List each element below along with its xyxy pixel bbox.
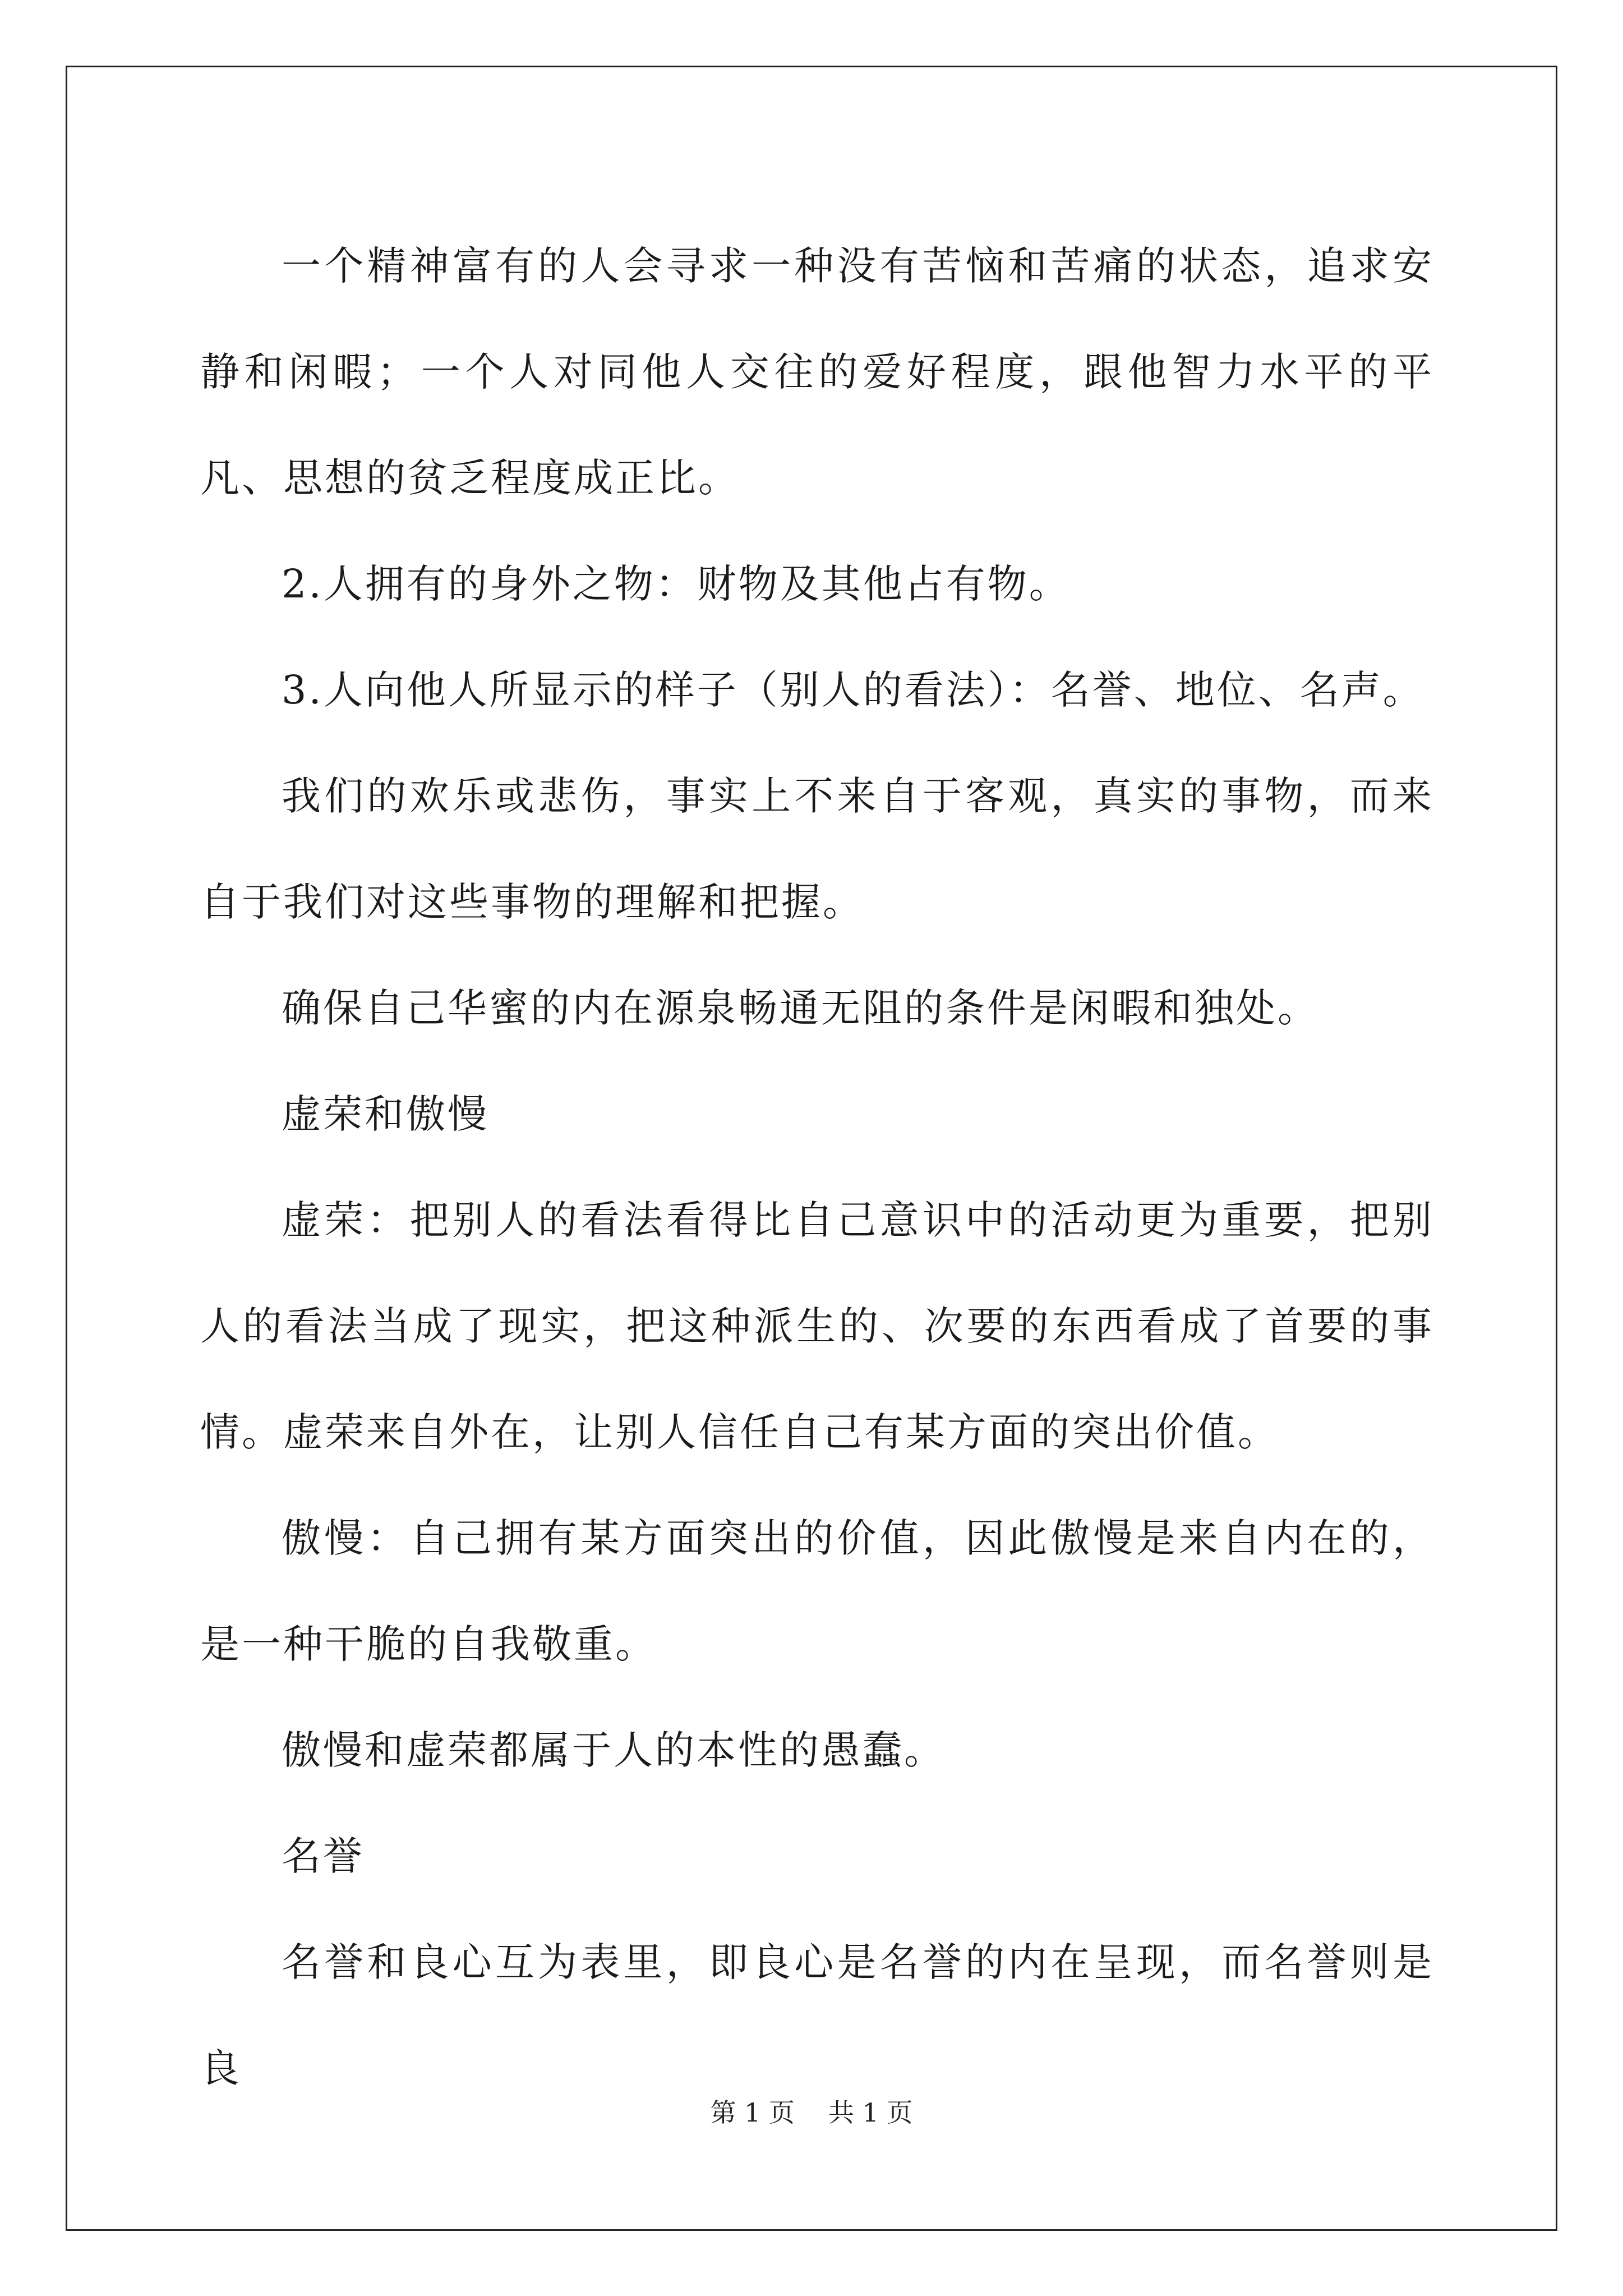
page-total: 共 1 页 (828, 2097, 913, 2128)
paragraph: 傲慢和虚荣都属于人的本性的愚蠢。 (282, 1727, 946, 1773)
paragraph: 一个精神富有的人会寻求一种没有苦恼和苦痛的状态，追求安静和闲暇；一个人对同他人交往的爱好程度，跟他智力水平的平凡、思想的贫乏程度成正比。 (200, 243, 1434, 501)
section-heading: 虚荣和傲慢 (282, 1091, 489, 1137)
section-heading: 名誉 (282, 1833, 365, 1879)
paragraph: 傲慢：自己拥有某方面突出的价值，因此傲慢是来自内在的，是一种干脆的自我敬重。 (200, 1515, 1434, 1667)
paragraph: 我们的欢乐或悲伤，事实上不来自于客观，真实的事物，而来自于我们对这些事物的理解和把握。 (200, 773, 1434, 925)
paragraph: 3.人向他人所显示的样子（别人的看法）：名誉、地位、名声。 (282, 667, 1424, 713)
page-number: 第 1 页 (710, 2097, 795, 2128)
page-footer (0, 2092, 1623, 2129)
paragraph: 名誉和良心互为表里，即良心是名誉的内在呈现，而名誉则是良 (200, 1939, 1434, 2091)
document-body (200, 213, 1434, 2122)
paragraph: 2.人拥有的身外之物：财物及其他占有物。 (282, 561, 1071, 607)
paragraph: 确保自己华蜜的内在源泉畅通无阻的条件是闲暇和独处。 (282, 985, 1319, 1031)
paragraph: 虚荣：把别人的看法看得比自己意识中的活动更为重要，把别人的看法当成了现实，把这种派生的、次要的东西看成了首要的事情。虚荣来自外在，让别人信任自己有某方面的突出价值。 (200, 1197, 1434, 1455)
